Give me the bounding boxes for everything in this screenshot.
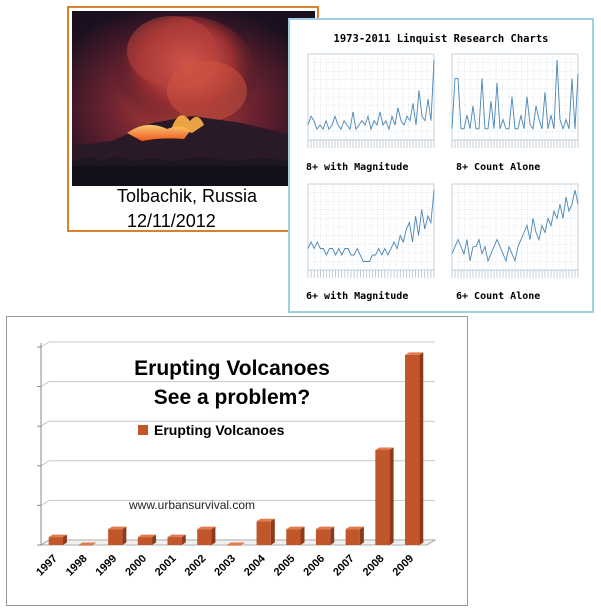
bar-front — [167, 537, 181, 545]
x-tick-label: 2005 — [271, 552, 298, 579]
bar-2001 — [167, 535, 185, 545]
bar-1999 — [108, 527, 126, 545]
bar-2009 — [405, 352, 423, 545]
bar-front — [49, 537, 63, 545]
bar-1997 — [49, 535, 67, 545]
bar-side — [330, 527, 334, 545]
bar-front — [286, 529, 300, 545]
tolbachik-eruption-image — [72, 11, 315, 186]
bar-2008 — [375, 447, 393, 545]
mini-chart-label: 6+ Count Alone — [456, 291, 541, 302]
x-tick-label: 1997 — [34, 552, 60, 579]
bar-side — [360, 527, 364, 545]
x-tick-label: 1998 — [63, 552, 90, 579]
bar-front — [257, 521, 271, 545]
chart-subtitle: See a problem? — [153, 386, 311, 409]
bar-front — [227, 545, 241, 546]
bar-front — [138, 537, 152, 545]
bar-2007 — [346, 527, 364, 545]
bar-side — [211, 527, 215, 545]
bar-front — [197, 529, 211, 545]
legend-swatch — [138, 425, 148, 435]
gridline-depth — [41, 500, 49, 505]
x-tick-label: 2000 — [123, 552, 150, 579]
bar-front — [108, 529, 122, 545]
mini-chart-label: 8+ with Magnitude — [306, 162, 409, 173]
legend-label: Erupting Volcanoes — [154, 422, 285, 438]
bar-front — [375, 450, 389, 545]
x-tick-label: 2009 — [390, 552, 417, 579]
mini-chart-label: 8+ Count Alone — [456, 162, 541, 173]
bar-side — [419, 352, 423, 545]
bar-2004 — [257, 519, 275, 545]
erupting-volcanoes-plot — [7, 317, 467, 605]
x-tick-label: 2002 — [182, 552, 209, 579]
x-tick-label: 1999 — [93, 552, 120, 579]
watermark-text: www.urbansurvival.com — [129, 498, 256, 512]
x-tick-label: 2001 — [152, 552, 179, 579]
volcano-photo — [72, 11, 315, 186]
linquist-research-charts — [288, 18, 594, 313]
photo-caption-place: Tolbachik, Russia — [117, 186, 258, 206]
gridline-depth — [41, 342, 49, 347]
x-tick-label: 2003 — [212, 552, 239, 579]
bar-2002 — [197, 527, 215, 545]
mini-chart-6plus-count — [444, 180, 584, 287]
bar-2000 — [138, 535, 156, 545]
bar-front — [316, 529, 330, 545]
bar-side — [301, 527, 305, 545]
mini-chart-6plus-magnitude — [300, 180, 440, 287]
bar-side — [122, 527, 126, 545]
gridline-depth — [41, 421, 49, 426]
x-tick-label: 2007 — [331, 552, 357, 579]
gridline-depth — [41, 461, 49, 466]
bar-front — [405, 355, 419, 545]
x-tick-label: 2006 — [301, 552, 328, 579]
bar-side — [271, 519, 275, 545]
bar-front — [346, 529, 360, 545]
bar-2005 — [286, 527, 304, 545]
mini-chart-8plus-count — [444, 50, 584, 157]
x-tick-label: 2004 — [242, 552, 268, 579]
x-tick-label: 2008 — [360, 552, 387, 579]
mini-chart-8plus-magnitude — [300, 50, 440, 157]
bar-2006 — [316, 527, 334, 545]
photo-caption-date: 12/11/2012 — [127, 211, 216, 231]
research-title: 1973-2011 Linquist Research Charts — [333, 33, 549, 45]
chart-title: Erupting Volcanoes — [134, 357, 330, 380]
bar-side — [390, 447, 394, 545]
gridline-depth — [41, 382, 49, 387]
bar-front — [78, 545, 92, 546]
mini-chart-label: 6+ with Magnitude — [306, 291, 409, 302]
volcano-photo-card — [67, 6, 319, 232]
chart-legend — [138, 422, 285, 438]
erupting-volcanoes-chart — [6, 316, 468, 606]
